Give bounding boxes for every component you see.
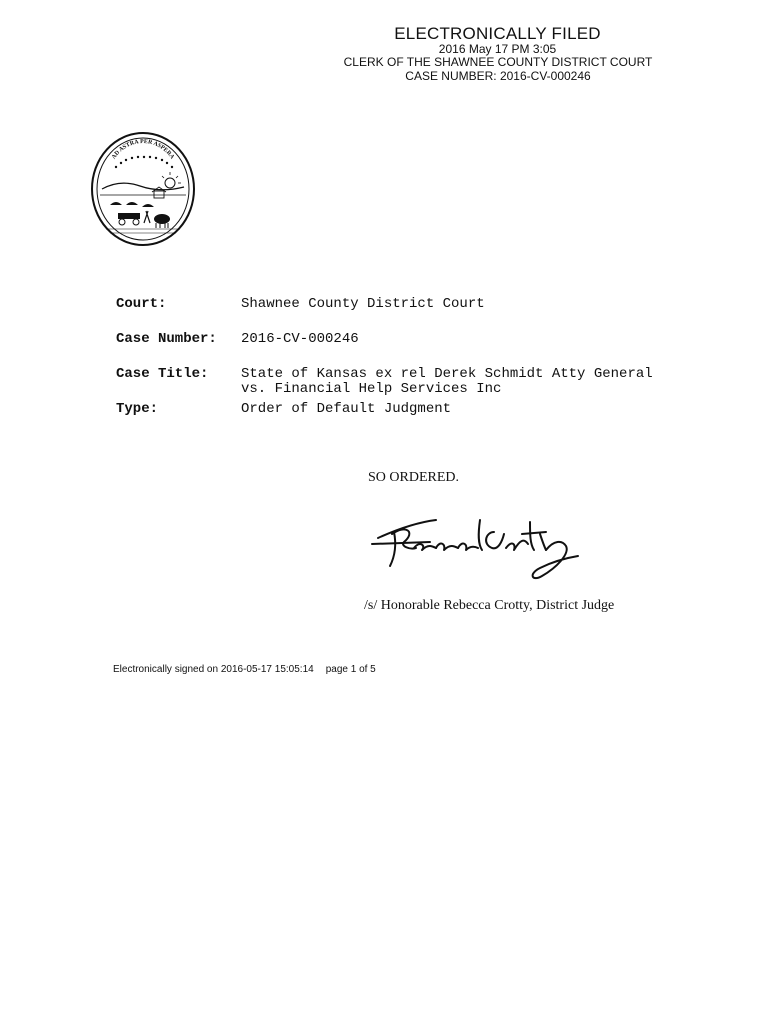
filing-stamp-title: ELECTRONICALLY FILED: [394, 24, 601, 43]
seal-motto: AD ASTRA PER ASPERA: [111, 138, 175, 161]
filing-stamp-case-number: CASE NUMBER: 2016-CV-000246: [405, 69, 591, 83]
handwritten-signature-icon: [370, 510, 580, 582]
judge-signature-line: /s/ Honorable Rebecca Crotty, District Judge: [364, 598, 615, 613]
footer: [113, 664, 376, 675]
case-number-value: 2016-CV-000246: [241, 331, 359, 347]
filing-stamp-datetime: 2016 May 17 PM 3:05: [438, 42, 557, 56]
filing-stamp-clerk: CLERK OF THE SHAWNEE COUNTY DISTRICT COURT: [343, 55, 653, 69]
page-indicator: page 1 of 5: [325, 664, 376, 675]
case-title-label: Case Title:: [116, 366, 209, 382]
case-title-line-2: vs. Financial Help Services Inc: [241, 381, 502, 397]
case-number-label: Case Number:: [116, 331, 217, 347]
type-label: Type:: [116, 401, 159, 417]
electronic-signature-timestamp: Electronically signed on 2016-05-17 15:05:14: [113, 664, 314, 675]
case-title-line-1: State of Kansas ex rel Derek Schmidt Atty General: [241, 366, 653, 382]
so-ordered-text: SO ORDERED.: [368, 470, 460, 485]
court-value: Shawnee County District Court: [241, 296, 485, 312]
type-value: Order of Default Judgment: [241, 401, 452, 417]
kansas-state-seal-icon: [90, 131, 196, 247]
court-label: Court:: [116, 296, 167, 312]
